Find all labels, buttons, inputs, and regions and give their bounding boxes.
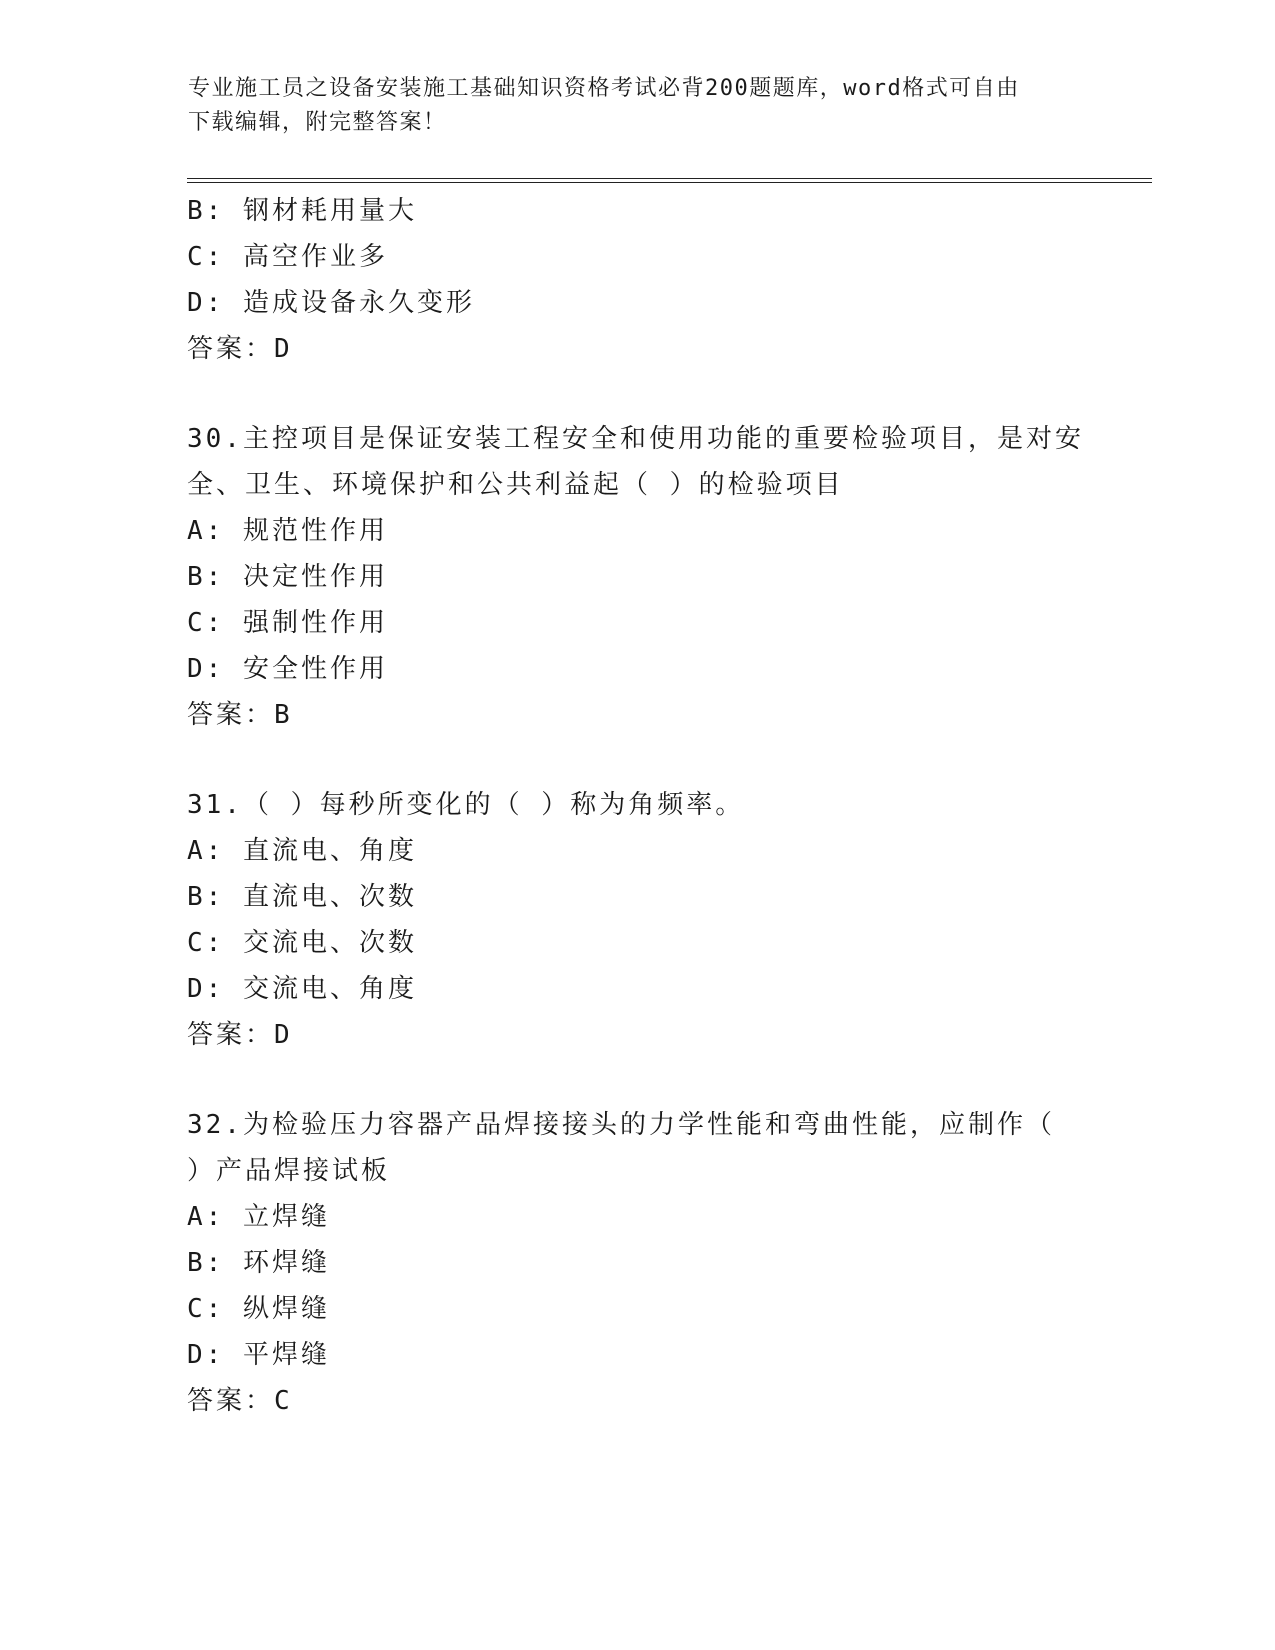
header-title-line-1: 专业施工员之设备安装施工基础知识资格考试必背200题题库，word格式可自由 (188, 76, 1020, 101)
question-31 (187, 782, 1087, 1058)
option-b: B: 直流电、次数 (187, 882, 417, 912)
header-divider-bottom (187, 182, 1152, 183)
option-a: A: 规范性作用 (187, 516, 388, 546)
option-d: D: 造成设备永久变形 (187, 288, 475, 318)
answer: 答案：C (187, 1386, 293, 1416)
option-c: C: 交流电、次数 (187, 928, 417, 958)
question-text-line: ）产品焊接试板 (187, 1156, 391, 1186)
page-header (188, 72, 1088, 140)
option-b: B: 环焊缝 (187, 1248, 330, 1278)
option-b: B: 决定性作用 (187, 562, 388, 592)
question-30 (187, 416, 1087, 738)
option-a: A: 立焊缝 (187, 1202, 330, 1232)
option-d: D: 平焊缝 (187, 1340, 330, 1370)
option-c: C: 高空作业多 (187, 242, 388, 272)
question-32 (187, 1102, 1087, 1424)
option-d: D: 交流电、角度 (187, 974, 417, 1004)
answer: 答案：D (187, 1020, 293, 1050)
question-text-line: 30.主控项目是保证安装工程安全和使用功能的重要检验项目，是对安 (187, 424, 1084, 454)
header-divider-top (187, 178, 1152, 179)
header-title-line-2: 下载编辑，附完整答案！ (188, 110, 447, 135)
answer: 答案：B (187, 700, 293, 730)
spacer (187, 738, 1087, 782)
question-29-continued (187, 188, 1087, 372)
option-a: A: 直流电、角度 (187, 836, 417, 866)
option-b: B: 钢材耗用量大 (187, 196, 417, 226)
option-c: C: 纵焊缝 (187, 1294, 330, 1324)
answer: 答案：D (187, 334, 293, 364)
question-text-line: 32.为检验压力容器产品焊接接头的力学性能和弯曲性能，应制作（ (187, 1110, 1055, 1140)
question-list (187, 188, 1087, 1424)
spacer (187, 1058, 1087, 1102)
spacer (187, 372, 1087, 416)
option-d: D: 安全性作用 (187, 654, 388, 684)
question-text-line: 全、卫生、环境保护和公共利益起（ ）的检验项目 (187, 470, 844, 500)
question-text-line: 31.（ ）每秒所变化的（ ）称为角频率。 (187, 790, 745, 820)
option-c: C: 强制性作用 (187, 608, 388, 638)
